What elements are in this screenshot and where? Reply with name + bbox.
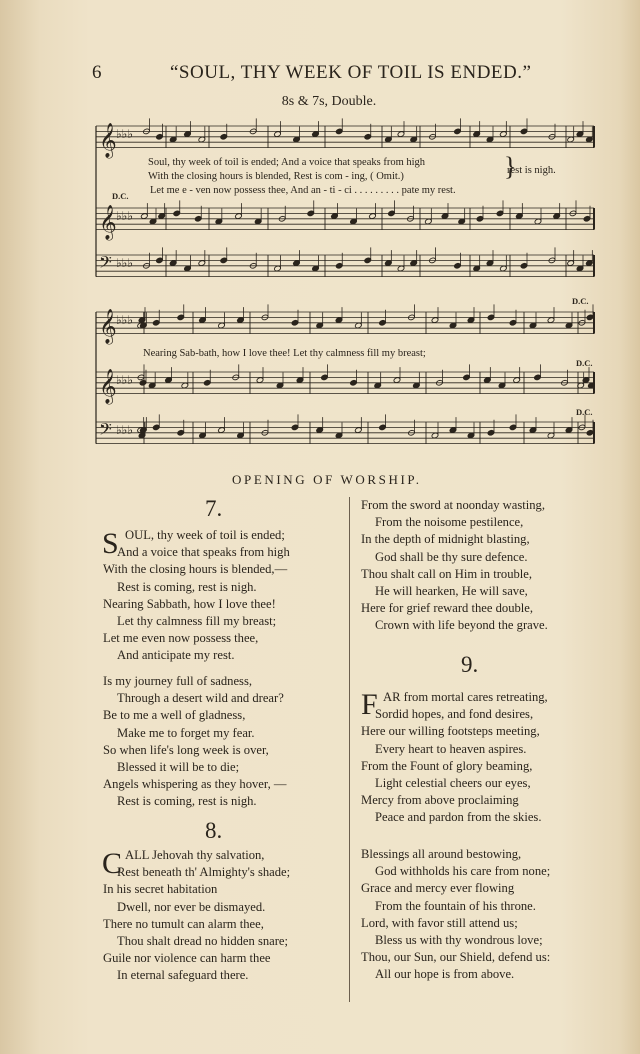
verse-line: With the closing hours is blended,—	[103, 562, 288, 577]
section-heading: OPENING OF WORSHIP.	[232, 472, 422, 487]
key-signature-icon: ♭♭♭	[116, 313, 133, 327]
verse-line: In his secret habitation	[103, 882, 218, 897]
verse-line: Thou, our Sun, our Shield, defend us:	[361, 950, 551, 965]
verse-line: Blessed it will be to die;	[117, 760, 240, 775]
verse-line: Crown with life beyond the grave.	[375, 618, 548, 633]
verse-line: And anticipate my rest.	[117, 648, 235, 663]
key-signature-icon: ♭♭♭	[116, 127, 133, 141]
verse-line: Through a desert wild and drear?	[117, 691, 284, 706]
verse-line: God shall be thy sure defence.	[375, 549, 528, 564]
clefs	[99, 123, 133, 443]
verse-line: Thou shalt call on Him in trouble,	[361, 566, 533, 581]
verse-line: Blessings all around bestowing,	[361, 847, 522, 861]
system2-lyric-line: Nearing Sab-bath, how I love thee! Let thy calmness fill my breast;	[143, 348, 426, 359]
verse-line: He will hearken, He will save,	[375, 584, 528, 599]
treble-clef-icon: 𝄞	[99, 309, 117, 344]
system1-lyric-line-2: With the closing hours is blended, Rest is com - ing, ( Omit.)	[148, 171, 404, 182]
verse-line: From the sword at noonday wasting,	[361, 498, 545, 512]
drop-cap-f: F	[361, 688, 378, 721]
verse-line: Be to me a well of gladness,	[103, 708, 246, 723]
verse-line: Nearing Sabbath, how I love thee!	[103, 596, 276, 611]
dc-marker-1: D.C.	[112, 191, 129, 201]
verse-line: God withholds his care from none;	[375, 864, 551, 879]
verse-line: So when life's long week is over,	[103, 742, 269, 757]
dc-marker-4: D.C.	[576, 407, 593, 417]
verse-line: Rest is coming, rest is nigh.	[117, 579, 257, 594]
verse-line: Here our willing footsteps meeting,	[361, 724, 540, 739]
dc-marker-2: D.C.	[572, 296, 589, 306]
verse-line: In eternal safeguard there.	[117, 968, 249, 983]
verse-line: Here for grief reward thee double,	[361, 601, 534, 616]
verse-line: ALL Jehovah thy salvation,	[125, 848, 265, 862]
key-signature-icon: ♭♭♭	[116, 209, 133, 223]
hymn-number-8: 8.	[205, 818, 223, 843]
hymn-number-7: 7.	[205, 496, 223, 521]
hymn-8-stanza-2	[361, 497, 548, 635]
verse-line: Lord, with favor still attend us;	[361, 915, 518, 930]
verse-line: Sordid hopes, and fond desires,	[375, 707, 534, 722]
hymn-9-stanza-1	[361, 689, 548, 827]
hymn-number-9: 9.	[461, 652, 479, 677]
treble-clef-icon: 𝄞	[99, 369, 117, 404]
hymn-8-stanza-1	[103, 847, 290, 985]
bass-clef-icon: 𝄢	[99, 419, 112, 443]
verse-line: Guile nor violence can harm thee	[103, 951, 271, 966]
hymn-9-stanza-2	[361, 846, 550, 984]
verse-line: Make me to forget my fear.	[117, 725, 255, 740]
verse-line: Rest beneath th' Almighty's shade;	[117, 865, 291, 880]
lyric-brace: }	[504, 152, 517, 181]
key-signature-icon: ♭♭♭	[116, 373, 133, 387]
music-score	[0, 0, 640, 460]
verse-line: Is my journey full of sadness,	[103, 674, 253, 688]
verse-line: Light celestial cheers our eyes,	[375, 776, 531, 791]
verse-line: Rest is coming, rest is nigh.	[117, 794, 257, 809]
verse-line: Thou shalt dread no hidden snare;	[117, 934, 289, 949]
dc-marker-3: D.C.	[576, 358, 593, 368]
verse-line: Let me even now possess thee,	[103, 631, 259, 646]
verse-line: And a voice that speaks from high	[117, 545, 290, 560]
verse-line: From the Fount of glory beaming,	[361, 758, 533, 773]
bass-clef-icon: 𝄢	[99, 252, 112, 276]
verse-line: Bless us with thy wondrous love;	[375, 933, 543, 948]
verse-line: From the fountain of his throne.	[375, 898, 536, 913]
verse-line: All our hope is from above.	[375, 967, 515, 982]
verse-line: There no tumult can alarm thee,	[103, 916, 264, 931]
key-signature-icon: ♭♭♭	[116, 256, 133, 270]
verse-line: From the noisome pestilence,	[375, 515, 524, 530]
verse-line: Let thy calmness fill my breast;	[117, 614, 277, 629]
verse-line: Peace and pardon from the skies.	[375, 810, 542, 825]
column-divider	[349, 497, 350, 1002]
page-number: 6	[92, 62, 102, 83]
drop-cap-c: C	[102, 847, 123, 880]
treble-clef-icon: 𝄞	[99, 205, 117, 240]
meter-label: 8s & 7s, Double.	[281, 94, 377, 109]
verse-line: Dwell, nor ever be dismayed.	[117, 899, 266, 914]
hymn-7-stanza-1	[103, 527, 290, 665]
system1-lyric-line-1: Soul, thy week of toil is ended; And a voice that speaks from high	[148, 157, 426, 168]
verse-line: OUL, thy week of toil is ended;	[125, 528, 285, 542]
system1-lyric-line-3: Let me e - ven now possess thee, And an - ti - ci . . . . . . . . . pate my rest.	[150, 185, 456, 196]
key-signature-icon: ♭♭♭	[116, 423, 133, 437]
hymn-title: “SOUL, THY WEEK OF TOIL IS ENDED.”	[170, 62, 532, 83]
verse-line: Angels whispering as they hover, —	[103, 777, 287, 792]
drop-cap-s: S	[102, 527, 119, 560]
verse-line: Every heart to heaven aspires.	[375, 741, 527, 756]
verse-line: AR from mortal cares retreating,	[383, 690, 548, 704]
verse-line: In the depth of midnight blasting,	[361, 532, 530, 547]
treble-clef-icon: 𝄞	[99, 123, 117, 158]
system1-brace-text: rest is nigh.	[507, 165, 556, 176]
verse-line: Grace and mercy ever flowing	[361, 881, 515, 896]
verse-line: Mercy from above proclaiming	[361, 793, 519, 808]
hymn-7-stanza-2	[103, 673, 286, 811]
